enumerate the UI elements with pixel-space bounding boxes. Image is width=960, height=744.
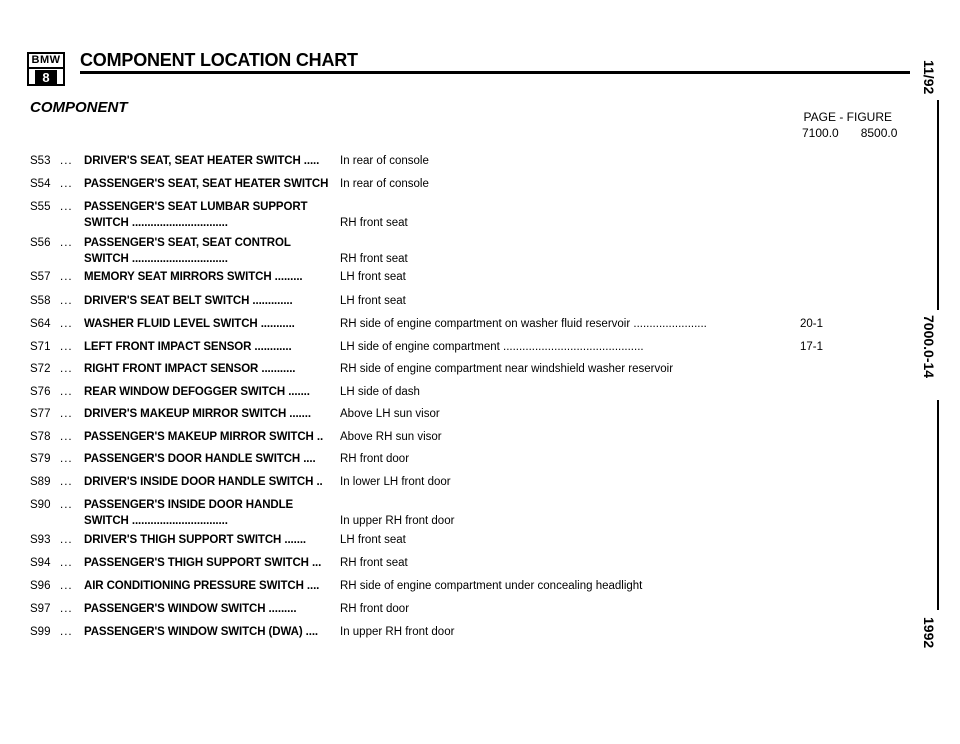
bmw-logo [27, 52, 65, 86]
component-location: RH front seat [340, 253, 408, 265]
component-name: REAR WINDOW DEFOGGER SWITCH ....... [84, 386, 310, 398]
leader-dots: ... [60, 431, 73, 443]
component-name: PASSENGER'S WINDOW SWITCH ......... [84, 603, 297, 615]
page-title: COMPONENT LOCATION CHART [80, 50, 358, 70]
leader-dots: ... [60, 271, 73, 283]
component-location: LH side of engine compartment ............................................ [340, 341, 644, 353]
leader-dots: ... [60, 534, 73, 546]
component-location: In lower LH front door [340, 476, 451, 488]
component-location: LH front seat [340, 534, 406, 546]
leader-dots: ... [60, 557, 73, 569]
side-date: 11/92 [921, 60, 937, 95]
component-name: PASSENGER'S MAKEUP MIRROR SWITCH .. [84, 431, 324, 443]
component-location: RH front seat [340, 217, 408, 229]
component-code: S97 [30, 603, 51, 615]
component-location: In upper RH front door [340, 626, 455, 638]
component-name-cont: SWITCH ............................... [84, 515, 228, 527]
component-name: WASHER FLUID LEVEL SWITCH ........... [84, 318, 295, 330]
component-location: LH front seat [340, 271, 406, 283]
component-location: Above RH sun visor [340, 431, 442, 443]
component-code: S72 [30, 363, 51, 375]
component-code: S93 [30, 534, 51, 546]
page-col-8500: 8500.0 [860, 126, 898, 140]
page-col-7100: 7100.0 [802, 126, 839, 140]
component-code: S64 [30, 318, 51, 330]
component-name: PASSENGER'S SEAT LUMBAR SUPPORT [84, 201, 308, 213]
component-name-cont: SWITCH ............................... [84, 253, 228, 265]
component-code: S96 [30, 580, 51, 592]
leader-dots: ... [60, 408, 73, 420]
component-heading: COMPONENT [30, 99, 128, 116]
figure-ref: 17-1 [800, 341, 824, 353]
leader-dots: ... [60, 237, 73, 249]
component-code: S99 [30, 626, 51, 638]
leader-dots: ... [60, 499, 73, 511]
component-name: LEFT FRONT IMPACT SENSOR ............ [84, 341, 292, 353]
component-name: RIGHT FRONT IMPACT SENSOR ........... [84, 363, 296, 375]
component-code: S53 [30, 155, 51, 167]
logo-series: 8 [35, 70, 57, 85]
component-code: S90 [30, 499, 51, 511]
component-code: S79 [30, 453, 51, 465]
page-figure-label: PAGE - FIGURE [803, 110, 892, 124]
component-code: S55 [30, 201, 51, 213]
component-location: In rear of console [340, 178, 429, 190]
component-name-cont: SWITCH ............................... [84, 217, 228, 229]
leader-dots: ... [60, 580, 73, 592]
component-code: S76 [30, 386, 51, 398]
title-rule [80, 71, 910, 74]
leader-dots: ... [60, 603, 73, 615]
component-name: PASSENGER'S WINDOW SWITCH (DWA) .... [84, 626, 319, 638]
component-location: RH front door [340, 603, 410, 615]
component-location: RH side of engine compartment under concealing headlight [340, 580, 643, 592]
component-location: RH front seat [340, 557, 408, 569]
component-name: DRIVER'S INSIDE DOOR HANDLE SWITCH .. [84, 476, 323, 488]
component-name: PASSENGER'S SEAT, SEAT HEATER SWITCH [84, 178, 329, 190]
component-code: S89 [30, 476, 51, 488]
component-code: S56 [30, 237, 51, 249]
component-name: PASSENGER'S THIGH SUPPORT SWITCH ... [84, 557, 322, 569]
side-rule-top [937, 100, 939, 310]
leader-dots: ... [60, 476, 73, 488]
leader-dots: ... [60, 318, 73, 330]
component-code: S71 [30, 341, 51, 353]
leader-dots: ... [60, 453, 73, 465]
leader-dots: ... [60, 201, 73, 213]
leader-dots: ... [60, 178, 73, 190]
component-code: S58 [30, 295, 51, 307]
component-name: DRIVER'S MAKEUP MIRROR SWITCH ....... [84, 408, 311, 420]
component-location: RH front door [340, 453, 410, 465]
component-code: S78 [30, 431, 51, 443]
component-name: DRIVER'S THIGH SUPPORT SWITCH ....... [84, 534, 307, 546]
component-location: In rear of console [340, 155, 429, 167]
leader-dots: ... [60, 363, 73, 375]
component-name: DRIVER'S SEAT BELT SWITCH ............. [84, 295, 293, 307]
side-page-number: 7000.0-14 [921, 315, 937, 379]
component-code: S77 [30, 408, 51, 420]
component-location: Above LH sun visor [340, 408, 440, 420]
component-location: LH side of dash [340, 386, 420, 398]
component-code: S94 [30, 557, 51, 569]
component-name: AIR CONDITIONING PRESSURE SWITCH .... [84, 580, 320, 592]
component-name: PASSENGER'S SEAT, SEAT CONTROL [84, 237, 291, 249]
side-year: 1992 [921, 617, 937, 649]
component-name: PASSENGER'S DOOR HANDLE SWITCH .... [84, 453, 316, 465]
leader-dots: ... [60, 341, 73, 353]
component-name: DRIVER'S SEAT, SEAT HEATER SWITCH ..... [84, 155, 320, 167]
component-name: MEMORY SEAT MIRRORS SWITCH ......... [84, 271, 303, 283]
page-columns [802, 126, 897, 140]
side-rule-bottom [937, 400, 939, 610]
component-location: RH side of engine compartment near windshield washer reservoir [340, 363, 674, 375]
component-location: In upper RH front door [340, 515, 455, 527]
component-code: S57 [30, 271, 51, 283]
component-location: LH front seat [340, 295, 406, 307]
component-name: PASSENGER'S INSIDE DOOR HANDLE [84, 499, 294, 511]
leader-dots: ... [60, 295, 73, 307]
logo-brand: BMW [29, 54, 63, 69]
leader-dots: ... [60, 626, 73, 638]
leader-dots: ... [60, 386, 73, 398]
leader-dots: ... [60, 155, 73, 167]
component-code: S54 [30, 178, 51, 190]
component-location: RH side of engine compartment on washer fluid reservoir ....................... [340, 318, 707, 330]
figure-ref: 20-1 [800, 318, 824, 330]
